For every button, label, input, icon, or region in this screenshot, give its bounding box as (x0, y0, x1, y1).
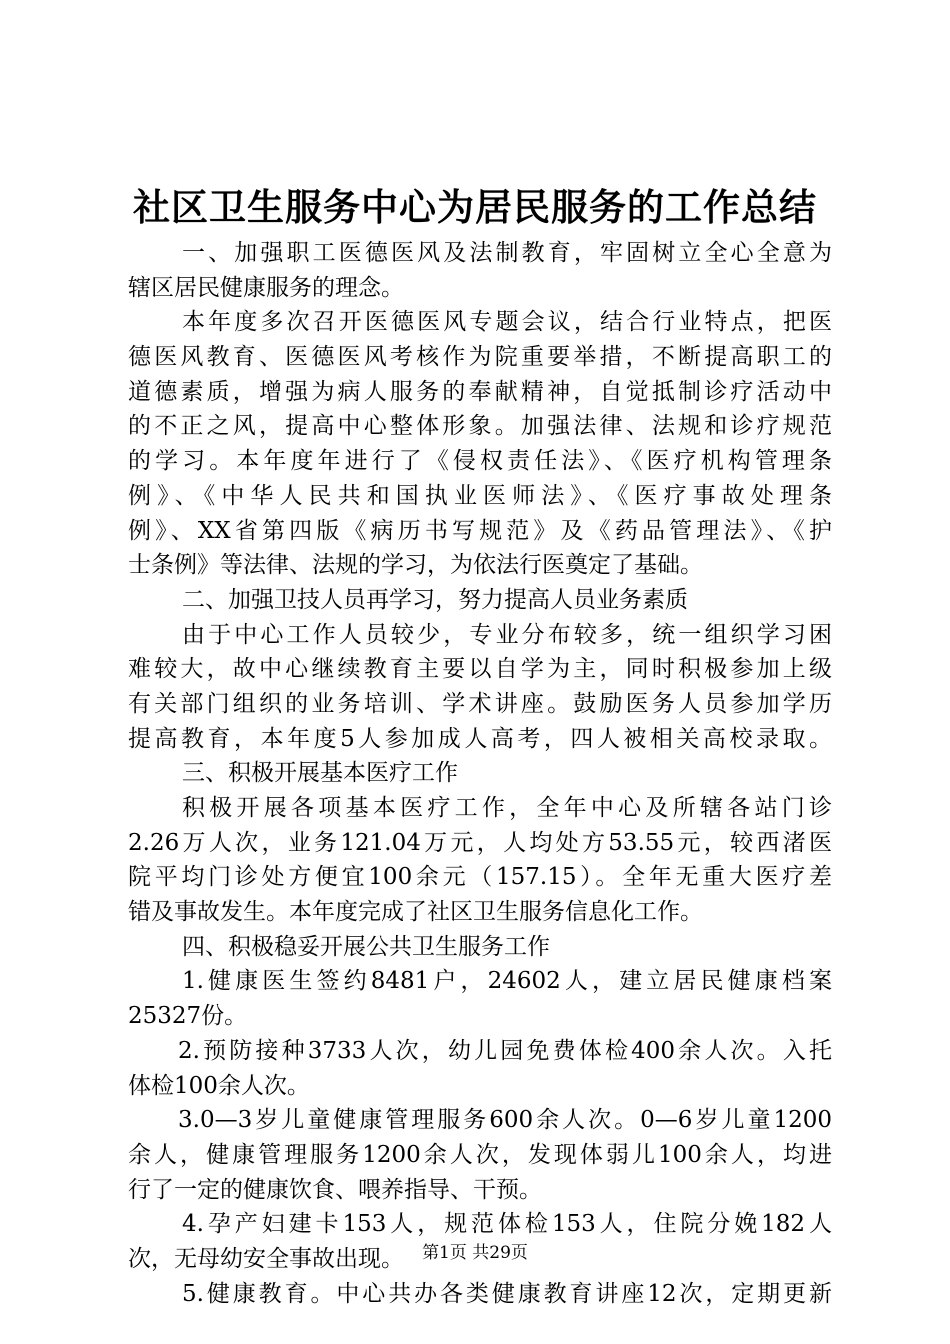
paragraph-line: 士条例》等法律、法规的学习，为依法行医奠定了基础。 (128, 552, 703, 579)
paragraph-line: 例》、《中华人民共和国执业医师法》、《医疗事故处理条 (128, 482, 832, 509)
list-item-line: 次，无母幼安全事故出现。 (128, 1245, 404, 1272)
page-number-footer: 第1页 共29页 (422, 1243, 528, 1263)
paragraph-line: 本年度多次召开医德医风专题会议，结合行业特点，把医 (182, 309, 832, 336)
paragraph-line: 例》、XX省第四版《病历书写规范》及《药品管理法》、《护 (128, 517, 832, 544)
paragraph-line: 道德素质，增强为病人服务的奉献精神，自觉抵制诊疗活动中 (128, 378, 832, 405)
list-item-line: 体检100余人次。 (128, 1072, 310, 1099)
paragraph-line: 积极开展各项基本医疗工作，全年中心及所辖各站门诊 (182, 795, 832, 821)
list-item-line: 3.0—3岁儿童健康管理服务600余人次。0—6岁儿童1200 (178, 1107, 832, 1134)
paragraph-line: 辖区居民健康服务的理念。 (128, 274, 404, 301)
list-item-line: 5.健康教育。中心共办各类健康教育讲座12次，定期更新 (182, 1280, 832, 1307)
paragraph-line: 由于中心工作人员较少，专业分布较多，统一组织学习困 (182, 621, 832, 648)
paragraph-line: 难较大，故中心继续教育主要以自学为主，同时积极参加上级 (128, 656, 832, 683)
paragraph-line: 2.26万人次，业务121.04万元，人均处方53.55元，较西渚医 (128, 829, 832, 856)
paragraph-line: 错及事故发生。本年度完成了社区卫生服务信息化工作。 (128, 899, 703, 926)
document-body (128, 236, 832, 1311)
section-heading-1: 一、加强职工医德医风及法制教育，牢固树立全心全意为 (182, 240, 832, 266)
section-heading-2: 二、加强卫技人员再学习，努力提高人员业务素质 (182, 586, 688, 613)
paragraph-line: 提高教育，本年度5人参加成人高考，四人被相关高校录取。 (128, 725, 832, 752)
paragraph-line: 德医风教育、医德医风考核作为院重要举措，不断提高职工的 (128, 344, 832, 371)
paragraph-line: 的不正之风，提高中心整体形象。加强法律、法规和诊疗规范 (128, 413, 832, 440)
paragraph-line: 院平均门诊处方便宜100余元（157.15）。全年无重大医疗差 (128, 864, 832, 891)
section-heading-4: 四、积极稳妥开展公共卫生服务工作 (182, 933, 550, 960)
list-item-line: 25327份。 (128, 1003, 248, 1030)
list-item-line: 2.预防接种3733人次，幼儿园免费体检400余人次。入托 (178, 1037, 832, 1064)
list-item-line: 行了一定的健康饮食、喂养指导、干预。 (128, 1176, 542, 1203)
paragraph-line: 有关部门组织的业务培训、学术讲座。鼓励医务人员参加学历 (128, 690, 832, 717)
list-item-line: 4.孕产妇建卡153人，规范体检153人，住院分娩182人 (182, 1211, 832, 1238)
document-title: 社区卫生服务中心为居民服务的工作总结 (133, 186, 817, 229)
list-item-line: 1.健康医生签约8481户，24602人，建立居民健康档案 (182, 968, 832, 995)
section-heading-3: 三、积极开展基本医疗工作 (182, 760, 458, 787)
paragraph-line: 的学习。本年度年进行了《侵权责任法》、《医疗机构管理条 (128, 448, 832, 475)
list-item-line: 余人，健康管理服务1200余人次，发现体弱儿100余人，均进 (128, 1141, 832, 1168)
